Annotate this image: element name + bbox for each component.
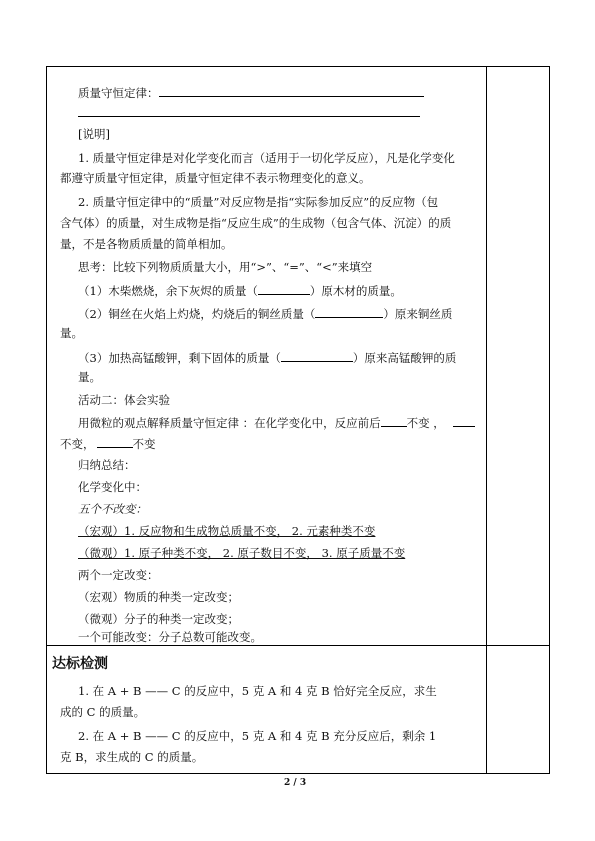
two-changed-heading: 两个一定改变： bbox=[78, 568, 159, 582]
note2-line-c: 量，不是各物质质量的简单相加。 bbox=[60, 237, 233, 251]
law-blank-2 bbox=[78, 104, 420, 117]
q3-blank[interactable] bbox=[281, 349, 353, 362]
table-left-border bbox=[46, 66, 47, 774]
law-blank-1 bbox=[159, 84, 424, 97]
page-number: 2 / 3 bbox=[284, 778, 307, 788]
q1-blank[interactable] bbox=[258, 282, 310, 295]
explain-text-c: 不变， bbox=[60, 437, 95, 451]
explain-text-a: 用微粒的观点解释质量守恒定律 ：在化学变化中，反应前后 bbox=[78, 416, 381, 430]
chem-change-heading: 化学变化中： bbox=[78, 480, 147, 494]
explain-blank-1[interactable] bbox=[381, 414, 407, 427]
note1-line-b: 都遵守质量守恒定律，质量守恒定律不表示物理变化的意义。 bbox=[60, 171, 371, 185]
law-blank-line-2 bbox=[78, 104, 420, 120]
problem-1-line-a: 1. 在 A + B —— C 的反应中，5 克 A 和 4 克 B 恰好完全反应，求生 bbox=[78, 684, 437, 698]
problem-2-line-a: 2. 在 A + B —— C 的反应中，5 克 A 和 4 克 B 充分反应后，剩余 1 bbox=[78, 729, 437, 743]
problem-1-line-b: 成的 C 的质量。 bbox=[60, 705, 146, 719]
table-right-border bbox=[549, 66, 550, 774]
q2-text-a: （2）铜丝在火焰上灼烧，灼烧后的铜丝质量（ bbox=[78, 307, 316, 321]
summary-heading: 归纳总结： bbox=[78, 458, 136, 472]
law-label: 质量守恒定律： bbox=[78, 86, 159, 100]
q2-text-b: ）原来铜丝质 bbox=[383, 307, 453, 321]
question-1 bbox=[78, 282, 402, 298]
q1-text-b: ）原木材的质量。 bbox=[309, 284, 402, 298]
question-2 bbox=[78, 305, 452, 321]
explain-text-d: 不变 bbox=[132, 437, 156, 451]
table-column-divider bbox=[486, 66, 487, 774]
q1-text-a: （1）木柴燃烧，余下灰烬的质量（ bbox=[78, 284, 258, 298]
think-prompt: 思考：比较下列物质质量大小，用“>”、“=”、“<”来填空 bbox=[78, 260, 373, 274]
note2-line-a: 2. 质量守恒定律中的“质量”对反应物是指“实际参加反应”的反应物（包 bbox=[78, 195, 439, 209]
problem-2-line-b: 克 B，求生成的 C 的质量。 bbox=[60, 750, 204, 764]
maybe-changed: 一个可能改变：分子总数可能改变。 bbox=[78, 630, 262, 644]
q2-line-c: 量。 bbox=[60, 326, 83, 340]
note-heading: [说明] bbox=[78, 127, 110, 141]
explain-text-b: 不变 ， bbox=[406, 416, 445, 430]
question-3 bbox=[78, 349, 456, 365]
law-line bbox=[78, 84, 424, 100]
micro-changed: （微观）分子的种类一定改变； bbox=[78, 612, 239, 626]
explain-line-2 bbox=[60, 435, 156, 451]
macro-changed: （宏观）物质的种类一定改变； bbox=[78, 590, 239, 604]
q3-line-c: 量。 bbox=[78, 370, 101, 384]
section-heading-assessment: 达标检测 bbox=[52, 656, 108, 672]
activity-heading: 活动二：体会实验 bbox=[78, 393, 170, 407]
five-unchanged-heading: 五个不改变： bbox=[78, 502, 147, 516]
q3-text-b: ）原来高锰酸钾的质 bbox=[352, 351, 457, 365]
explain-blank-3[interactable] bbox=[97, 435, 133, 448]
note2-line-b: 含气体）的质量，对生成物是指“反应生成”的生成物（包含气体、沉淀）的质 bbox=[60, 216, 452, 230]
table-top-border bbox=[46, 66, 550, 67]
q3-text-a: （3）加热高锰酸钾，剩下固体的质量（ bbox=[78, 351, 281, 365]
micro-unchanged: （微观）1. 原子种类不变， 2. 原子数目不变， 3. 原子质量不变 bbox=[78, 546, 406, 560]
q2-blank[interactable] bbox=[315, 305, 383, 318]
table-bottom-border bbox=[46, 773, 550, 774]
macro-unchanged: （宏观）1. 反应物和生成物总质量不变， 2. 元素种类不变 bbox=[78, 524, 376, 538]
note1-line-a: 1. 质量守恒定律是对化学变化而言（适用于一切化学反应），凡是化学变化 bbox=[78, 151, 455, 165]
explain-blank-2[interactable] bbox=[453, 414, 475, 427]
explain-line-1 bbox=[78, 414, 475, 430]
table-row-divider bbox=[46, 645, 550, 646]
